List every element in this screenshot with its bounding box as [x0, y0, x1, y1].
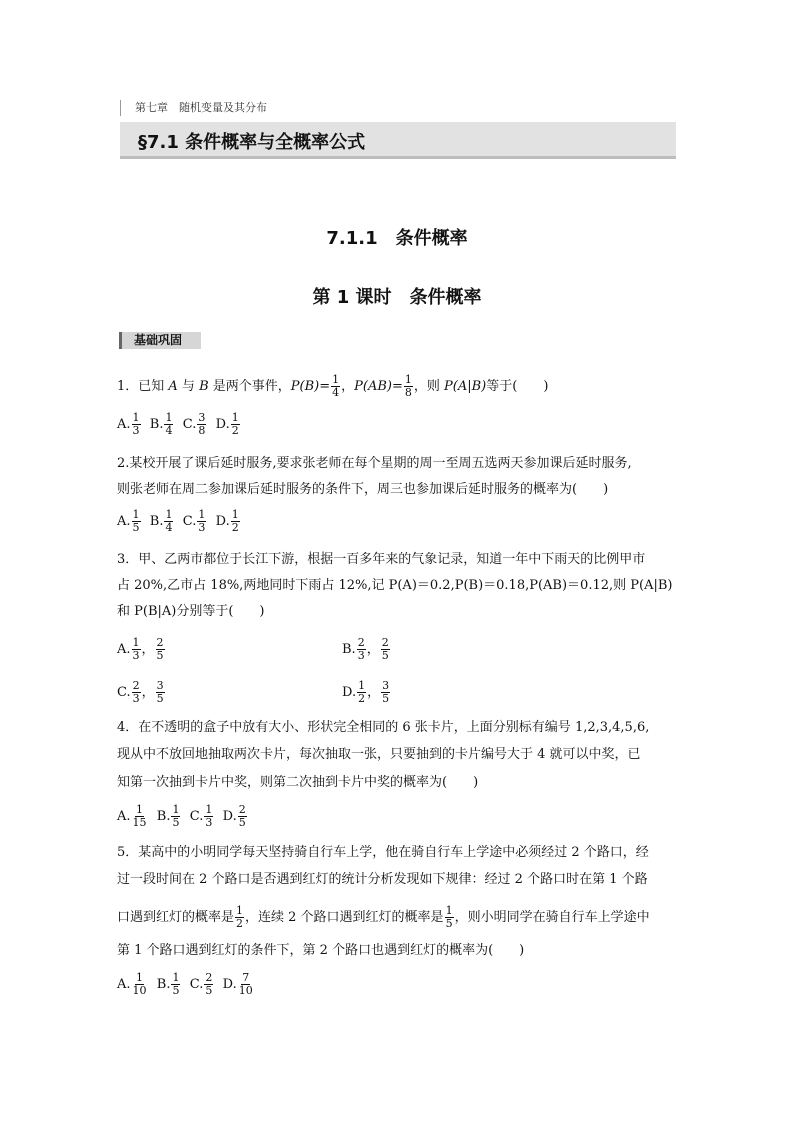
- question-4-line-1: 4．在不透明的盒子中放有大小、形状完全相同的 6 张卡片，上面分别标有编号 1,2,3,4,5,6,: [117, 720, 650, 735]
- option-a[interactable]: A. $\frac{1}{15}$: [117, 803, 147, 829]
- page-header: [120, 100, 676, 159]
- option-c[interactable]: C. $\frac{2}{3}$ ， $\frac{3}{5}$: [117, 679, 164, 705]
- option-b[interactable]: B. $\frac{1}{4}$: [149, 508, 173, 534]
- option-c[interactable]: C. $\frac{2}{5}$: [189, 971, 213, 997]
- question-3-line-3: 和 P(B|A)分别等于( ): [117, 604, 265, 619]
- option-d[interactable]: D. $\frac{1}{2}$: [215, 508, 239, 534]
- question-5-line-4: 第 1 个路口遇到红灯的条件下，第 2 个路口也遇到红灯的概率为( ): [117, 943, 525, 958]
- option-b[interactable]: B. $\frac{2}{3}$ ， $\frac{2}{5}$: [342, 636, 389, 662]
- lesson-title: 第 1 课时 条件概率: [312, 287, 482, 308]
- option-b[interactable]: B. $\frac{1}{5}$: [156, 971, 180, 997]
- option-d[interactable]: D. $\frac{1}{2}$ ， $\frac{3}{5}$: [342, 679, 390, 705]
- section-tag: 基础巩固: [119, 332, 201, 349]
- fraction: $\frac{1}{5}$: [445, 904, 453, 930]
- question-5-line-2: 过一段时间在 2 个路口是否遇到红灯的统计分析发现如下规律：经过 2 个路口时在第 1 个路: [117, 872, 648, 887]
- question-1-options: [117, 412, 241, 437]
- option-d[interactable]: D. $\frac{1}{2}$: [215, 411, 239, 437]
- question-5-line-1: 5．某高中的小明同学每天坚持骑自行车上学，他在骑自行车上学途中必须经过 2 个路口，经: [117, 845, 649, 860]
- fraction: $\frac{1}{8}$: [404, 373, 412, 399]
- fraction: $\frac{1}{2}$: [236, 904, 244, 930]
- option-a[interactable]: A. $\frac{1}{3}$ ， $\frac{2}{5}$: [117, 636, 164, 662]
- option-b[interactable]: B. $\frac{1}{5}$: [156, 803, 180, 829]
- question-4-line-3: 知第一次抽到卡片中奖，则第二次抽到卡片中奖的概率为( ): [117, 775, 479, 790]
- question-4-line-2: 现从中不放回地抽取两次卡片，每次抽取一张，只要抽到的卡片编号大于 4 就可以中奖，已: [117, 747, 641, 762]
- question-2-options: [117, 509, 241, 534]
- fraction: $\frac{1}{4}$: [332, 373, 340, 399]
- question-5-options: [117, 972, 255, 997]
- chapter-label: 第七章 随机变量及其分布: [120, 100, 676, 116]
- option-d[interactable]: D. $\frac{2}{5}$: [222, 803, 246, 829]
- option-c[interactable]: C. $\frac{3}{8}$: [182, 411, 206, 437]
- question-2-line-1: 2.某校开展了课后延时服务,要求张老师在每个星期的周一至周五选两天参加课后延时服务,: [117, 456, 632, 471]
- question-5-line-3: 口遇到红灯的概率是 $\frac{1}{2}$ ，连续 2 个路口遇到红灯的概率是 $\frac{1}{5}$ ，则小明同学在骑自行车上学途中: [117, 904, 650, 930]
- option-a[interactable]: A. $\frac{1}{5}$: [117, 508, 140, 534]
- option-a[interactable]: A. $\frac{1}{10}$: [117, 971, 147, 997]
- question-3-line-2: 占 20%,乙市占 18%,两地同时下雨占 12%,记 P(A)＝0.2,P(B)＝0.18,P(AB)＝0.12,则 P(A|B): [117, 578, 673, 593]
- option-a[interactable]: A. $\frac{1}{3}$: [117, 411, 140, 437]
- question-4-options: [117, 804, 248, 829]
- option-c[interactable]: C. $\frac{1}{3}$: [182, 508, 206, 534]
- section-title-bar: [120, 122, 676, 159]
- option-d[interactable]: D. $\frac{7}{10}$: [222, 971, 253, 997]
- question-1: 1．已知 A 与 B 是两个事件，P(B)= $\frac{1}{4}$ ，P(AB)= $\frac{1}{8}$ ，则 P(A|B)等于( ): [117, 373, 549, 399]
- question-2-line-2: 则张老师在周二参加课后延时服务的条件下，周三也参加课后延时服务的概率为( ): [117, 482, 609, 497]
- section-title: §7.1 条件概率与全概率公式: [138, 132, 366, 153]
- option-c[interactable]: C. $\frac{1}{3}$: [189, 803, 213, 829]
- option-b[interactable]: B. $\frac{1}{4}$: [149, 411, 173, 437]
- subsection-title: 7.1.1 条件概率: [326, 228, 468, 249]
- question-3-line-1: 3．甲、乙两市都位于长江下游，根据一百多年来的气象记录，知道一年中下雨天的比例甲市: [117, 552, 646, 567]
